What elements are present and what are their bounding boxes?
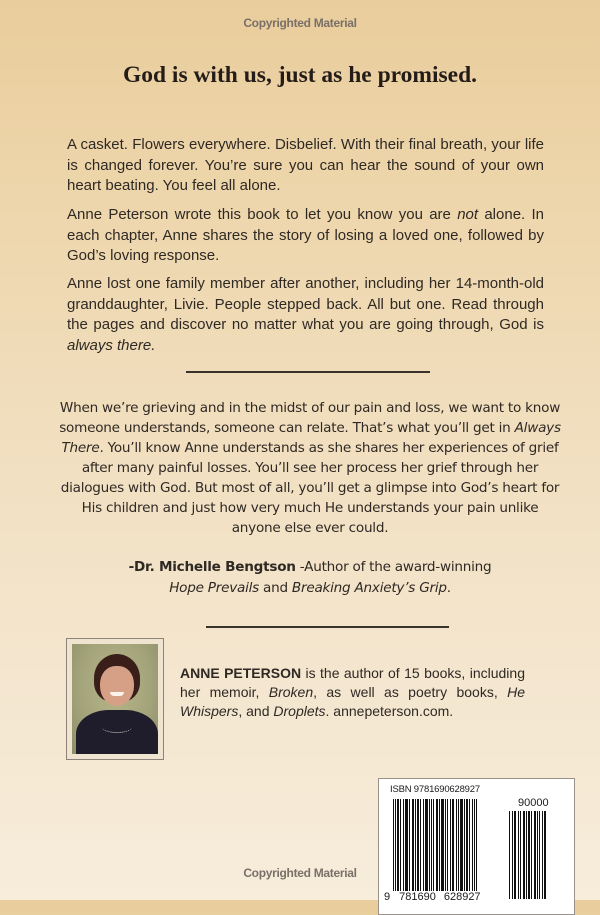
barcode-digit-group-2: 628927 bbox=[443, 891, 481, 903]
addon-barcode-bars bbox=[509, 811, 569, 899]
endorser-role: -Author of the award-winning bbox=[295, 559, 492, 575]
isbn-label: ISBN 9781690628927 bbox=[390, 784, 480, 795]
blurb-paragraph-3 bbox=[67, 274, 544, 356]
book-title-he-whispers: He Whispers bbox=[180, 684, 525, 719]
blurb-paragraph-2 bbox=[67, 205, 544, 267]
text-span: is the author of 15 books, including her memoir, bbox=[180, 665, 525, 700]
barcode-digit-group-1: 781690 bbox=[399, 891, 436, 903]
book-title-droplets: Droplets bbox=[273, 703, 326, 719]
barcode-bars bbox=[393, 799, 499, 899]
barcode-digits bbox=[383, 891, 482, 903]
divider-rule bbox=[186, 371, 430, 373]
author-photo bbox=[72, 644, 158, 754]
author-name: ANNE PETERSON bbox=[180, 665, 302, 681]
book-title-always-there: Always There bbox=[61, 420, 561, 456]
text-span: , as well as poetry books, bbox=[313, 684, 508, 700]
copyright-watermark-top: Copyrighted Material bbox=[243, 16, 357, 30]
endorsement-quote bbox=[58, 398, 562, 538]
text-span: alone. In each chapter, Anne shares the story of losing a loved one, followed by God’s loving response. bbox=[67, 206, 544, 264]
text-span: Anne Peterson wrote this book to let you know you are bbox=[67, 206, 458, 223]
book-title-breaking-anxietys-grip: Breaking Anxiety’s Grip bbox=[291, 580, 447, 596]
author-photo-frame bbox=[66, 638, 164, 760]
text-span: and bbox=[258, 580, 292, 596]
isbn-barcode bbox=[378, 778, 575, 915]
endorser-name: -Dr. Michelle Bengtson bbox=[128, 559, 296, 575]
copyright-watermark-bottom: Copyrighted Material bbox=[243, 866, 357, 880]
blurb-paragraph-1: A casket. Flowers everywhere. Disbelief. With their final breath, your life is changed forever. You’re sure you can hear the sound of your own heart beating. You feel all alone. bbox=[67, 136, 544, 194]
text-span: . You’ll know Anne understands as she shares her experiences of grief after many painful losses. You’ll see her process her grief through her dialogues with God. But most of all, you’ll get a glimpse into God’s heart for His children and just how very much He understands your pain unlike anyone else ever could. bbox=[60, 440, 560, 536]
emphasis-always-there: always there. bbox=[67, 336, 156, 354]
book-title-hope-prevails: Hope Prevails bbox=[169, 580, 259, 596]
text-span: . bbox=[446, 580, 451, 596]
text-span: , and bbox=[238, 703, 274, 719]
back-cover-headline: God is with us, just as he promised. bbox=[122, 62, 478, 88]
divider-rule bbox=[206, 626, 449, 628]
barcode-digit-first: 9 bbox=[384, 891, 391, 903]
emphasis-not: not bbox=[457, 206, 479, 223]
text-span: . annepeterson.com. bbox=[325, 703, 454, 719]
book-title-broken: Broken bbox=[268, 684, 314, 700]
price-addon-label: 90000 bbox=[518, 797, 549, 809]
text-span: Anne lost one family member after another, including her 14-month-old granddaughter, Livie. People stepped back. All but one. Read through the pages and discover no matter what you are going through, God is bbox=[67, 275, 544, 333]
text-span: When we’re grieving and in the midst of our pain and loss, we want to know someone understands, someone can relate. That’s what you’ll get in bbox=[59, 400, 561, 436]
author-bio bbox=[180, 664, 525, 721]
endorsement-attribution bbox=[58, 557, 562, 599]
